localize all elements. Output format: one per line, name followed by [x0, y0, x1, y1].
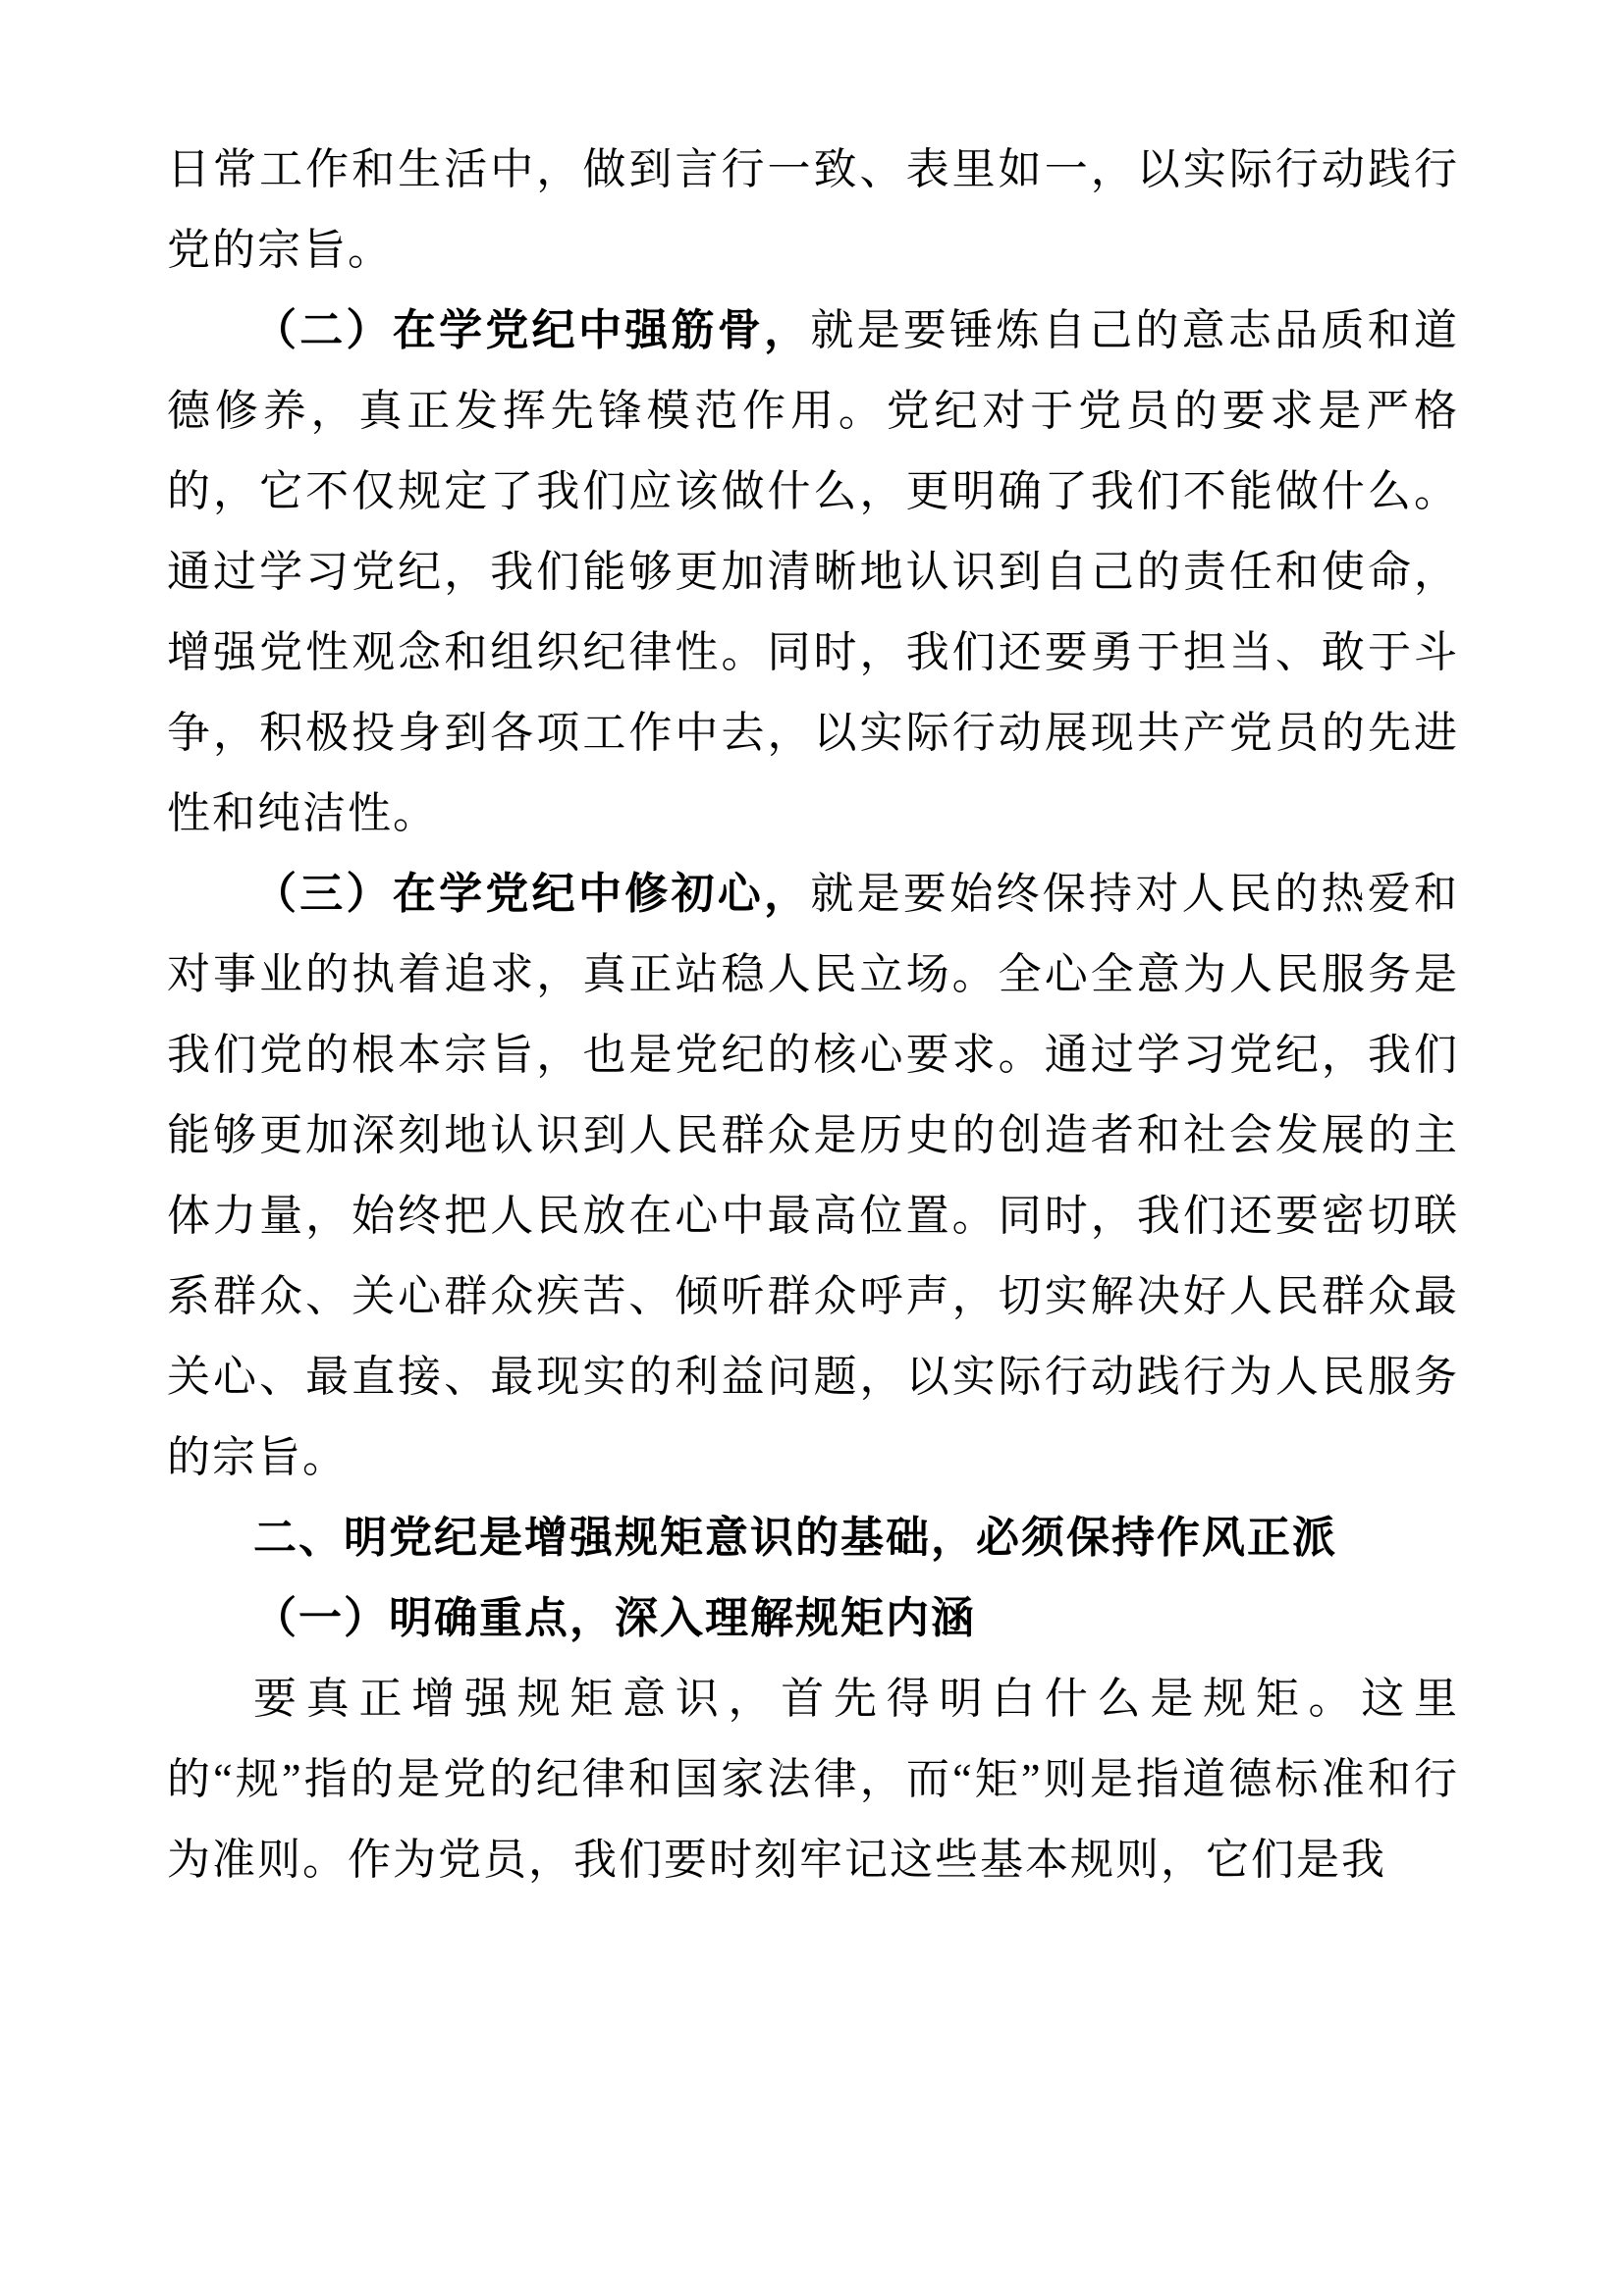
subsection-heading	[167, 1578, 1459, 1659]
paragraph	[167, 291, 1459, 854]
paragraph	[167, 130, 1459, 291]
paragraph-lead: （三）在学党纪中修初心，	[253, 870, 811, 918]
subsection-heading-text: （一）明确重点，深入理解规矩内涵	[253, 1594, 976, 1642]
paragraph-text: 就是要锤炼自己的意志品质和道德修养，真正发挥先锋模范作用。党纪对于党员的要求是严格的，它不仅规定了我们应该做什么，更明确了我们不能做什么。通过学习党纪，我们能够更加清晰地认识到自己的责任和使命，增强党性观念和组织纪律性。同时，我们还要勇于担当、敢于斗争，积极投身到各项工作中去，以实际行动展现共产党员的先进性和纯洁性。	[167, 306, 1459, 837]
paragraph-text: 日常工作和生活中，做到言行一致、表里如一，以实际行动践行党的宗旨。	[167, 145, 1459, 274]
paragraph	[167, 1659, 1459, 1900]
paragraph-text: 就是要始终保持对人民的热爱和对事业的执着追求，真正站稳人民立场。全心全意为人民服务是我们党的根本宗旨，也是党纪的核心要求。通过学习党纪，我们能够更加深刻地认识到人民群众是历史的创造者和社会发展的主体力量，始终把人民放在心中最高位置。同时，我们还要密切联系群众、关心群众疾苦、倾听群众呼声，切实解决好人民群众最关心、最直接、最现实的利益问题，以实际行动践行为人民服务的宗旨。	[167, 870, 1459, 1481]
section-heading-text: 二、明党纪是增强规矩意识的基础，必须保持作风正派	[253, 1514, 1337, 1562]
paragraph-text: 要真正增强规矩意识，首先得明白什么是规矩。这里的“规”指的是党的纪律和国家法律，而“矩”则是指道德标准和行为准则。作为党员，我们要时刻牢记这些基本规则，它们是我	[167, 1675, 1459, 1884]
paragraph	[167, 854, 1459, 1498]
paragraph-lead: （二）在学党纪中强筋骨，	[253, 306, 811, 354]
section-heading	[167, 1498, 1459, 1578]
